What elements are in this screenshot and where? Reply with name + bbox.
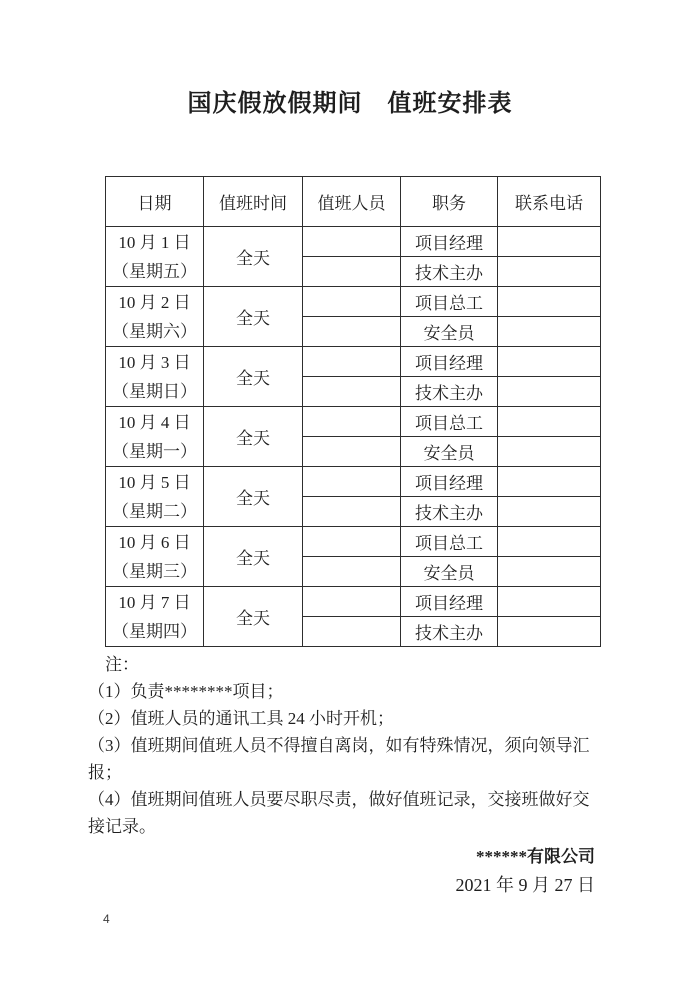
weekday-text: （星期五）: [112, 261, 197, 281]
date-text: 10 月 4 日: [118, 412, 191, 432]
phone-cell: [498, 317, 601, 347]
duty-schedule-table: [105, 176, 601, 647]
table-row: [106, 587, 601, 617]
role-cell: 项目经理: [401, 347, 498, 377]
date-cell: [106, 227, 204, 287]
person-cell: [303, 467, 401, 497]
person-cell: [303, 317, 401, 347]
company-name: ******有限公司: [476, 847, 595, 866]
time-cell: 全天: [204, 587, 303, 647]
phone-cell: [498, 407, 601, 437]
date-cell: [106, 287, 204, 347]
weekday-text: （星期日）: [112, 381, 197, 401]
time-cell: 全天: [204, 527, 303, 587]
role-cell: 技术主办: [401, 377, 498, 407]
phone-cell: [498, 497, 601, 527]
table-row: [106, 227, 601, 257]
weekday-text: （星期二）: [112, 501, 197, 521]
role-cell: 项目总工: [401, 407, 498, 437]
role-cell: 项目经理: [401, 467, 498, 497]
person-cell: [303, 407, 401, 437]
role-cell: 项目经理: [401, 587, 498, 617]
date-text: 10 月 3 日: [118, 352, 191, 372]
signature-block: [456, 843, 596, 900]
role-cell: 安全员: [401, 557, 498, 587]
header-duty-time: 值班时间: [204, 177, 303, 227]
date-text: 10 月 1 日: [118, 232, 191, 252]
person-cell: [303, 347, 401, 377]
role-cell: 技术主办: [401, 617, 498, 647]
weekday-text: （星期三）: [112, 561, 197, 581]
role-cell: 项目总工: [401, 287, 498, 317]
person-cell: [303, 557, 401, 587]
phone-cell: [498, 527, 601, 557]
page-title: 国庆假放假期间 值班安排表: [187, 91, 513, 117]
header-phone: 联系电话: [498, 177, 601, 227]
time-cell: 全天: [204, 287, 303, 347]
notes-label: 注：: [105, 655, 139, 674]
person-cell: [303, 617, 401, 647]
weekday-text: （星期六）: [112, 321, 197, 341]
phone-cell: [498, 257, 601, 287]
time-cell: 全天: [204, 407, 303, 467]
table-row: [106, 287, 601, 317]
role-cell: 技术主办: [401, 257, 498, 287]
table-row: [106, 527, 601, 557]
time-cell: 全天: [204, 347, 303, 407]
date-cell: [106, 407, 204, 467]
role-cell: 项目总工: [401, 527, 498, 557]
person-cell: [303, 497, 401, 527]
date-cell: [106, 347, 204, 407]
phone-cell: [498, 617, 601, 647]
date-text: 10 月 2 日: [118, 292, 191, 312]
phone-cell: [498, 587, 601, 617]
header-duty-person: 值班人员: [303, 177, 401, 227]
note-item: （3）值班期间值班人员不得擅自离岗，如有特殊情况，须向领导汇报；: [88, 736, 590, 782]
document-date: 2021 年 9 月 27 日: [455, 875, 595, 895]
weekday-text: （星期一）: [112, 441, 197, 461]
phone-cell: [498, 557, 601, 587]
person-cell: [303, 227, 401, 257]
weekday-text: （星期四）: [112, 621, 197, 641]
date-cell: [106, 467, 204, 527]
date-text: 10 月 7 日: [118, 592, 191, 612]
person-cell: [303, 377, 401, 407]
person-cell: [303, 527, 401, 557]
note-item: （4）值班期间值班人员要尽职尽责，做好值班记录，交接班做好交接记录。: [88, 790, 590, 836]
phone-cell: [498, 437, 601, 467]
date-cell: [106, 587, 204, 647]
page-number: 4: [103, 912, 110, 926]
role-cell: 项目经理: [401, 227, 498, 257]
phone-cell: [498, 347, 601, 377]
header-date: 日期: [106, 177, 204, 227]
person-cell: [303, 437, 401, 467]
person-cell: [303, 287, 401, 317]
role-cell: 安全员: [401, 437, 498, 467]
phone-cell: [498, 467, 601, 497]
date-text: 10 月 6 日: [118, 532, 191, 552]
phone-cell: [498, 287, 601, 317]
note-item: （1）负责********项目；: [88, 682, 284, 701]
role-cell: 安全员: [401, 317, 498, 347]
date-text: 10 月 5 日: [118, 472, 191, 492]
table-row: [106, 347, 601, 377]
person-cell: [303, 257, 401, 287]
person-cell: [303, 587, 401, 617]
phone-cell: [498, 227, 601, 257]
time-cell: 全天: [204, 227, 303, 287]
note-item: （2）值班人员的通讯工具 24 小时开机；: [88, 709, 394, 728]
notes-section: [88, 651, 602, 840]
table-row: [106, 467, 601, 497]
role-cell: 技术主办: [401, 497, 498, 527]
table-header-row: [106, 177, 601, 227]
time-cell: 全天: [204, 467, 303, 527]
header-role: 职务: [401, 177, 498, 227]
table-row: [106, 407, 601, 437]
date-cell: [106, 527, 204, 587]
phone-cell: [498, 377, 601, 407]
